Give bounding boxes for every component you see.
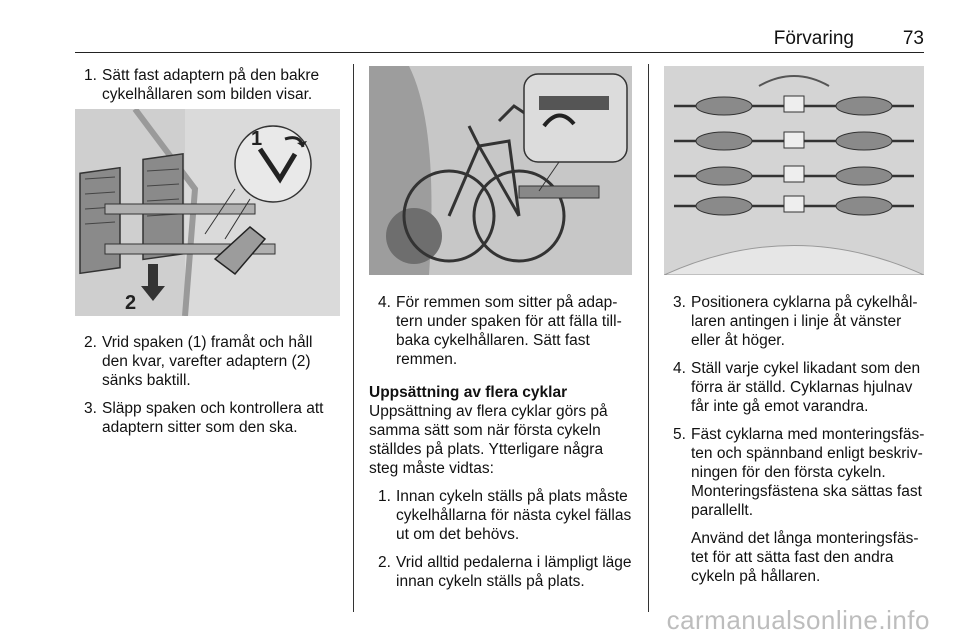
paragraph: Uppsättning av flera cyklar görs på samma sätt som när första cykeln ställdes på plats. Ytterligare några steg måste vidtas: xyxy=(369,403,608,477)
multi-bike-illustration xyxy=(664,66,924,275)
list-item: 5. Fäst cyklarna med monteringsfäs-ten och spännband enligt beskriv-ningen för den första cykeln. Monteringsfästena ska sättas fast parallellt. xyxy=(673,426,925,519)
list-item: 3. Positionera cyklarna på cykelhål-laren antingen i linje åt vänster eller åt höger. xyxy=(673,294,918,349)
bike-rack-illustration xyxy=(369,66,632,275)
figure-multiple-bikes xyxy=(664,66,924,275)
section-title: Förvaring xyxy=(773,28,854,49)
list-item: 1. Sätt fast adaptern på den bakre cykelhållaren som bilden visar. xyxy=(84,67,320,103)
column-1-lower xyxy=(75,333,340,446)
sub-list xyxy=(369,487,634,591)
page-header xyxy=(75,26,924,53)
callout-2: 2 xyxy=(125,292,137,314)
callout-1: 1 xyxy=(251,128,263,150)
list-item: 2. Vrid spaken (1) framåt och håll den kvar, varefter adaptern (2) sänks baktill. xyxy=(84,334,313,389)
list-item: 1. Innan cykeln ställs på plats måste cykelhållarna för nästa cykel fällas ut om det behövs. xyxy=(378,488,632,543)
watermark: carmanualsonline.info xyxy=(666,605,930,635)
column-3 xyxy=(664,293,929,595)
list-item: 3. Släpp spaken och kontrollera att adaptern sitter som den ska. xyxy=(84,400,324,436)
figure-adapter-mounting xyxy=(75,109,340,316)
column-1 xyxy=(75,66,340,113)
column-divider xyxy=(648,64,649,612)
figure-bike-on-rack xyxy=(369,66,632,275)
list-item: 4. För remmen som sitter på adap-tern under spaken för att fälla till-baka cykelhållaren. Sätt fast remmen. xyxy=(378,294,622,368)
page-number: 73 xyxy=(902,28,924,49)
column-2 xyxy=(369,293,634,600)
adapter-illustration xyxy=(75,109,340,316)
note-paragraph: Använd det långa monteringsfäs-tet för att sätta fast den andra cykeln på hållaren. xyxy=(691,530,919,585)
section-heading: Uppsättning av flera cyklar xyxy=(369,384,568,401)
list-item: 4. Ställ varje cykel likadant som den förra är ställd. Cyklarnas hjulnav får inte gå emot varandra. xyxy=(673,360,921,415)
column-divider xyxy=(353,64,354,612)
list-item: 2. Vrid alltid pedalerna i lämpligt läge innan cykeln ställs på plats. xyxy=(378,554,632,590)
